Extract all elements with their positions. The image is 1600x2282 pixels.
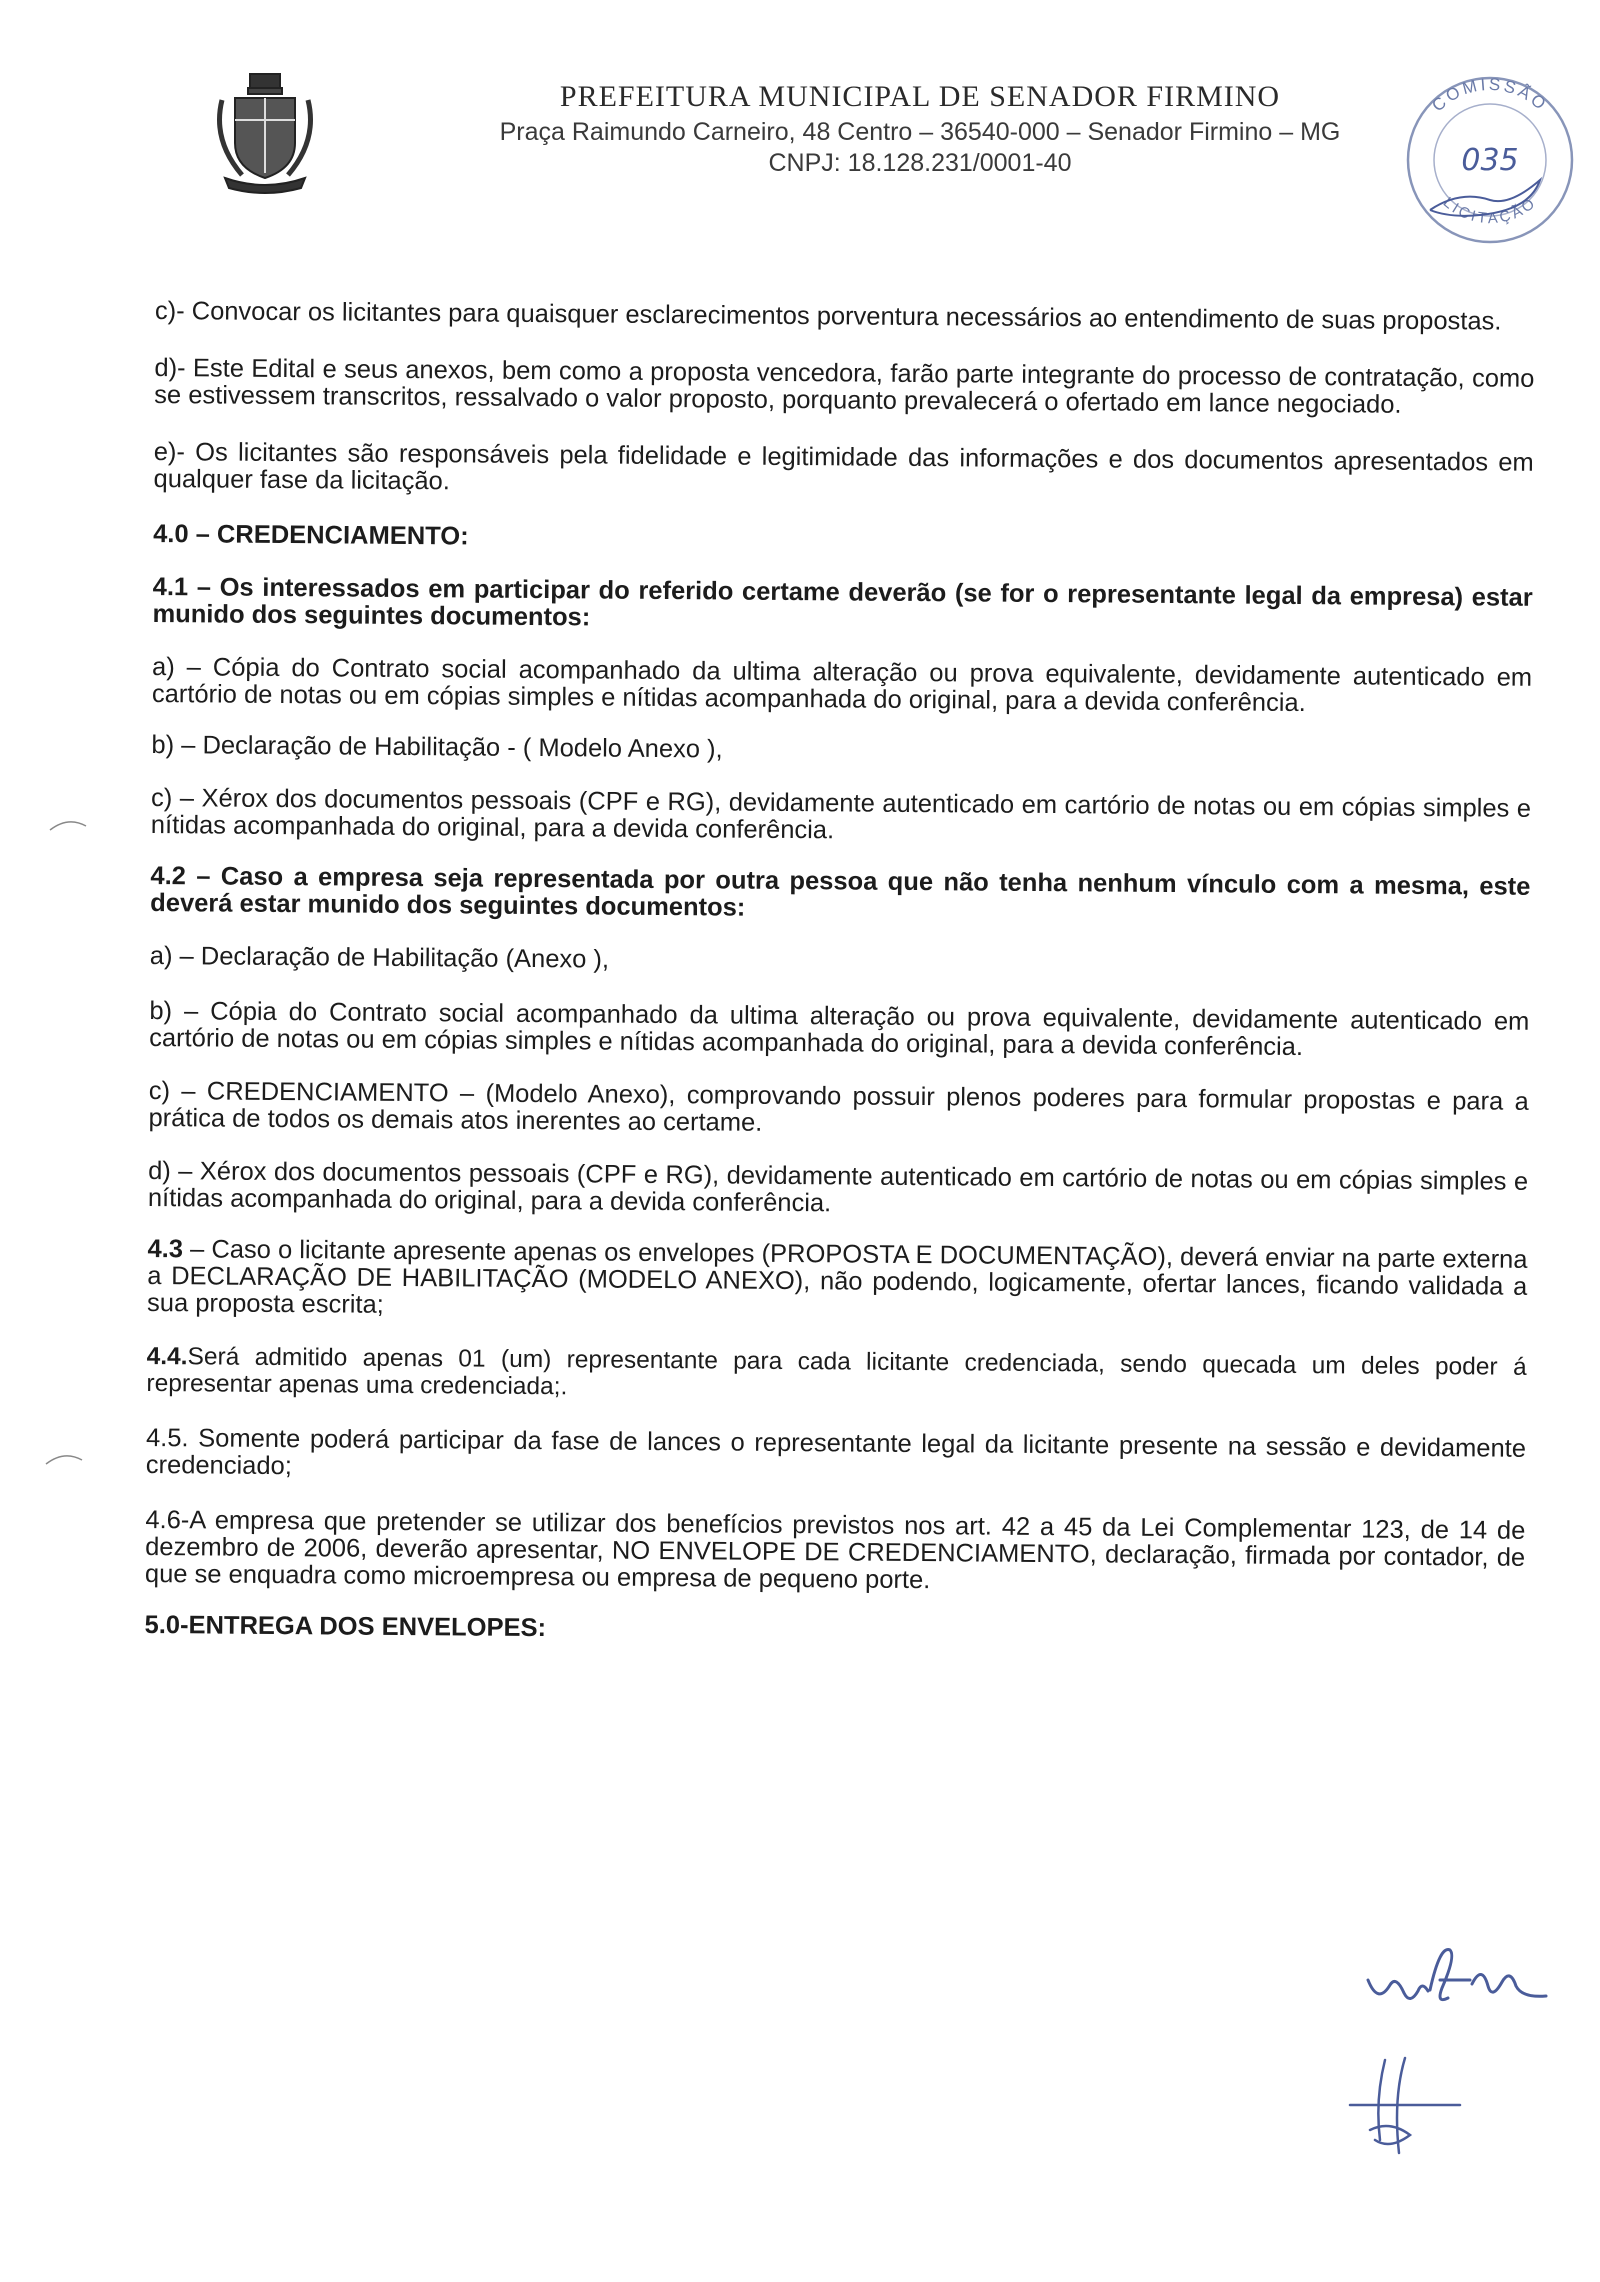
margin-mark-icon (44, 1452, 84, 1466)
letterhead-cnpj: CNPJ: 18.128.231/0001-40 (768, 149, 1072, 177)
stamp-text-bottom: LICITAÇÃO (1439, 193, 1541, 228)
paragraph-d-edital: d)- Este Edital e seus anexos, bem como a proposta vencedora, farão parte integrante do processo de contratação, como se estivessem transcritos, ressalvado o valor proposto, porquanto prevalecerá o ofertado em lance negociado. (154, 353, 1535, 419)
handwritten-initials-icon (1330, 2050, 1470, 2160)
municipal-coat-of-arms-icon (210, 70, 320, 195)
stamp-text-top: COMISSÃO (1428, 74, 1552, 116)
paragraph-4-4 (146, 1343, 1526, 1408)
paragraph-4-4-text: Será admitido apenas 01 (um) representante para cada licitante credenciada, sendo quecada um deles poder á representar apenas uma credenciada;. (146, 1343, 1527, 1401)
section-heading-4-0: 4.0 – CREDENCIAMENTO: (153, 519, 469, 551)
margin-mark-icon (48, 818, 88, 832)
paragraph-4-1-c: c) – Xérox dos documentos pessoais (CPF e RG), devidamente autenticado em cartório de notas ou em cópias simples e nítidas acompanhada do original, para a devida conferência. (150, 783, 1532, 845)
paragraph-c-convocar: c)- Convocar os licitantes para quaisquer esclarecimentos porventura necessários ao entendimento de suas propostas. (154, 297, 1502, 336)
paragraph-4-2-a: a) – Declaração de Habilitação (Anexo ), (149, 941, 610, 974)
paragraph-4-2: 4.2 – Caso a empresa seja representada por outra pessoa que não tenha nenhum vínculo com a mesma, este deverá estar munido dos seguintes documentos: (150, 861, 1531, 922)
letterhead (420, 80, 1420, 180)
letterhead-title: PREFEITURA MUNICIPAL DE SENADOR FIRMINO (559, 80, 1281, 113)
commission-stamp-icon (1390, 60, 1590, 250)
letterhead-address: Praça Raimundo Carneiro, 48 Centro – 36540-000 – Senador Firmino – MG (499, 118, 1341, 146)
paragraph-e-licitantes: e)- Os licitantes são responsáveis pela fidelidade e legitimidade das informações e dos documentos apresentados em qualquer fase da licitação. (153, 437, 1534, 496)
paragraph-4-1-b: b) – Declaração de Habilitação - ( Modelo Anexo ), (151, 730, 723, 764)
document-body (144, 298, 1535, 1674)
stamp-page-number: 035 (1461, 143, 1519, 178)
handwritten-signature-icon (1360, 1940, 1560, 2030)
paragraph-4-6: 4.6-A empresa que pretender se utilizar dos benefícios previstos nos art. 42 a 45 da Lei Complementar 123, de 14 de dezembro de 2006, deverão apresentar, NO ENVELOPE DE CREDENCIAMENTO, declaração, firmada por contador, de que se enquadra como microempresa ou empresa de pequeno porte. (144, 1505, 1526, 1595)
paragraph-4-1-a: a) – Cópia do Contrato social acompanhado da ultima alteração ou prova equivalente, devidamente autenticado em cartório de notas ou em cópias simples e nítidas acompanhada do original, para a devida conferência. (151, 652, 1533, 718)
paragraph-4-4-number: 4.4. (146, 1342, 188, 1371)
paragraph-4-3-number: 4.3 (147, 1234, 184, 1264)
paragraph-4-2-d: d) – Xérox dos documentos pessoais (CPF e RG), devidamente autenticado em cartório de notas ou em cópias simples e nítidas acompanhada do original, para a devida conferência. (147, 1156, 1529, 1218)
section-heading-5-0: 5.0-ENTREGA DOS ENVELOPES: (144, 1610, 547, 1643)
paragraph-4-5: 4.5. Somente poderá participar da fase de lances o representante legal da licitante presente na sessão e devidamente credenciado; (145, 1423, 1527, 1481)
paragraph-4-1: 4.1 – Os interessados em participar do referido certame deverão (se for o representante legal da empresa) estar munido dos seguintes documentos: (152, 572, 1533, 632)
paragraph-4-2-c: c) – CREDENCIAMENTO – (Modelo Anexo), comprovando possuir plenos poderes para formular propostas e para a prática de todos os demais atos inerentes ao certame. (148, 1076, 1529, 1137)
svg-text:COMISSÃO (1428, 75, 1551, 116)
paragraph-4-3-text: – Caso o licitante apresente apenas os envelopes (PROPOSTA E DOCUMENTAÇÃO), deverá enviar na parte externa a DECLARAÇÃO DE HABILITAÇÃO (MODELO ANEXO), não podendo, logicamente, ofertar lances, ficando validada a sua proposta escrita; (146, 1235, 1528, 1319)
paragraph-4-3 (147, 1236, 1528, 1328)
paragraph-4-2-b: b) – Cópia do Contrato social acompanhado da ultima alteração ou prova equivalente, devidamente autenticado em cartório de notas ou em cópias simples e nítidas acompanhada do original, para a devida conferência. (149, 996, 1530, 1062)
